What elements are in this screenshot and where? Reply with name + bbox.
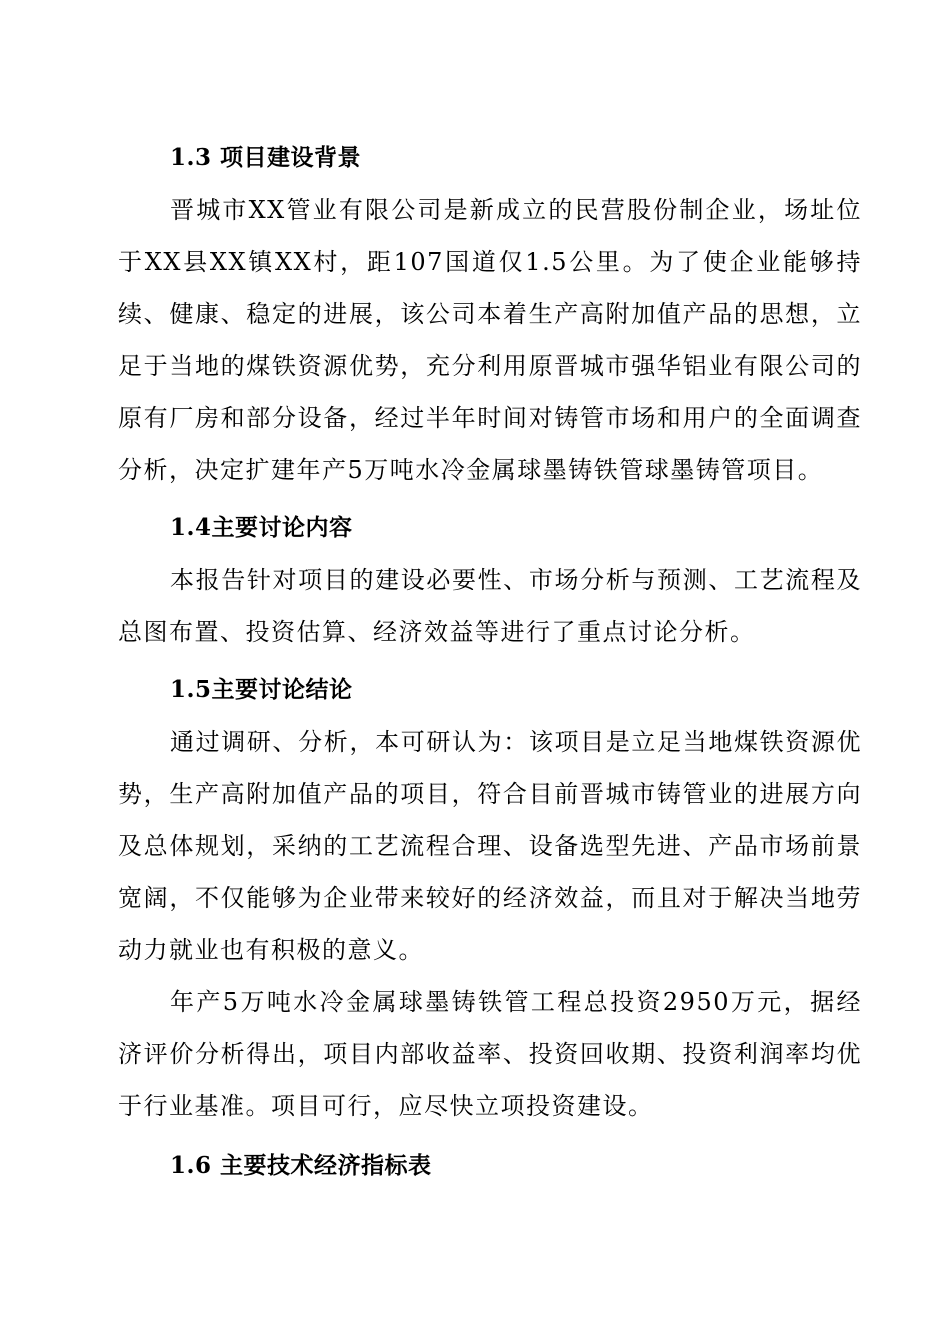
section-heading-1-3: 1.3 项目建设背景 — [170, 144, 362, 171]
section-heading-1-6: 1.6 主要技术经济指标表 — [170, 1152, 432, 1179]
section-heading-1-4: 1.4主要讨论内容 — [170, 514, 353, 541]
section-1-5-paragraph-2: 年产5万吨水冷金属球墨铸铁管工程总投资2950万元，据经济评价分析得出，项目内部收益率、投资回收期、投资利润率均优于行业基准。项目可行，应尽快立项投资建设。 — [118, 988, 862, 1120]
section-1-4-paragraph: 本报告针对项目的建设必要性、市场分析与预测、工艺流程及总图布置、投资估算、经济效益等进行了重点讨论分析。 — [118, 566, 862, 646]
section-heading-1-5: 1.5主要讨论结论 — [170, 676, 353, 703]
section-1-5-paragraph-1: 通过调研、分析，本可研认为：该项目是立足当地煤铁资源优势，生产高附加值产品的项目，符合目前晋城市铸管业的进展方向及总体规划，采纳的工艺流程合理、设备选型先进、产品市场前景宽阔，不仅能够为企业带来较好的经济效益，而且对于解决当地劳动力就业也有积极的意义。 — [118, 728, 862, 964]
document-body — [118, 138, 862, 1186]
section-1-3-paragraph: 晋城市XX管业有限公司是新成立的民营股份制企业，场址位于XX县XX镇XX村，距107国道仅1.5公里。为了使企业能够持续、健康、稳定的进展，该公司本着生产高附加值产品的思想，立足于当地的煤铁资源优势，充分利用原晋城市强华铝业有限公司的原有厂房和部分设备，经过半年时间对铸管市场和用户的全面调查分析，决定扩建年产5万吨水冷金属球墨铸铁管球墨铸管项目。 — [118, 196, 862, 484]
